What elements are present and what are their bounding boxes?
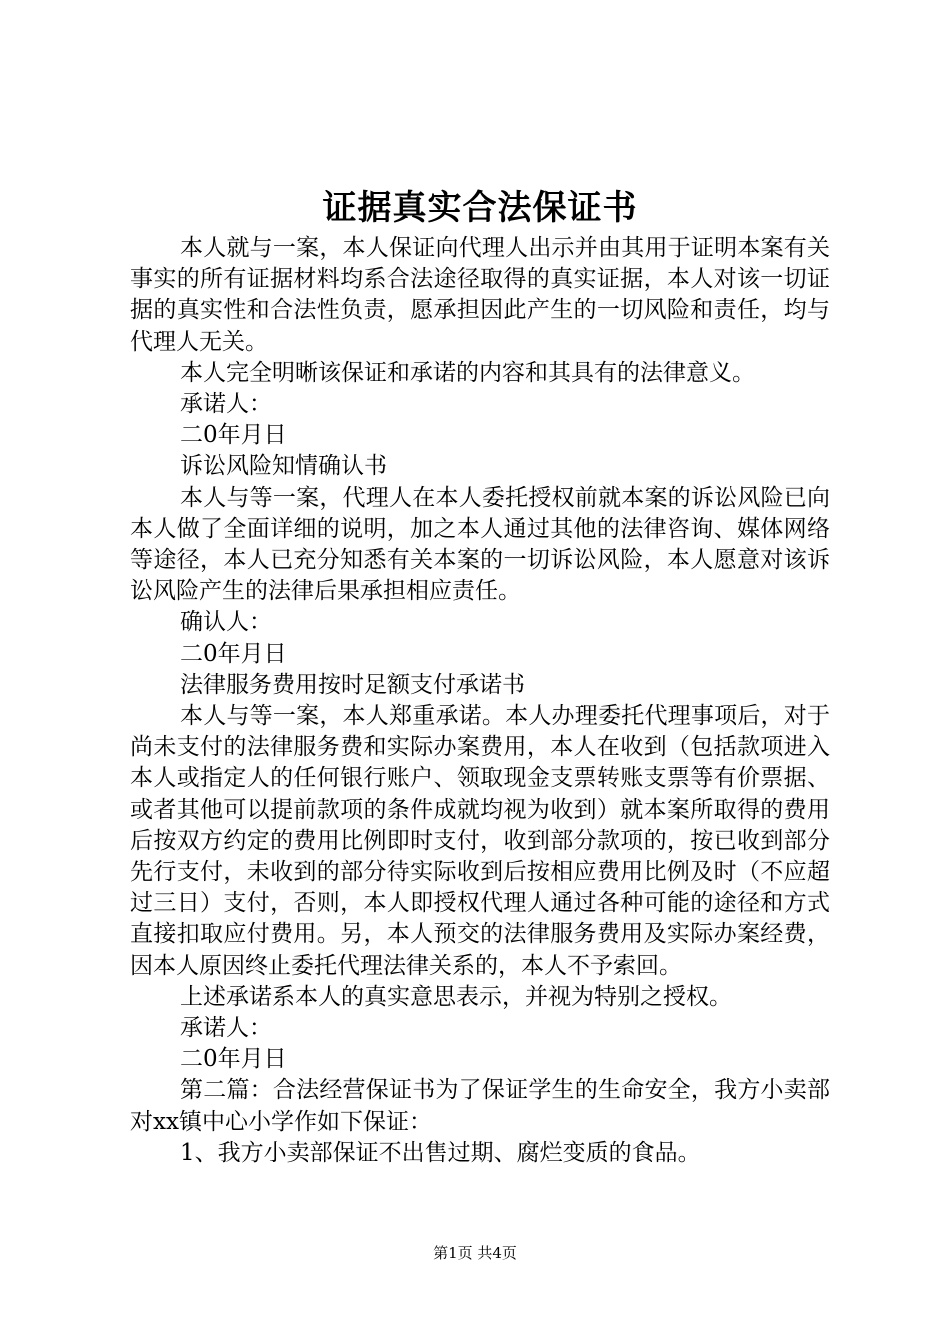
section-heading: 法律服务费用按时足额支付承诺书 bbox=[180, 671, 525, 698]
paragraph: 上述承诺系本人的真实意思表示，并视为特别之授权。 bbox=[180, 983, 732, 1010]
signature-label: 承诺人： bbox=[180, 391, 272, 418]
page-footer: 第1页 共4页 bbox=[433, 1244, 517, 1262]
paragraph: 第二篇：合法经营保证书为了保证学生的生命安全，我方小卖部对xx镇中心小学作如下保证： bbox=[130, 1077, 830, 1135]
paragraph: 本人就与一案，本人保证向代理人出示并由其用于证明本案有关事实的所有证据材料均系合法途径取得的真实证据，本人对该一切证据的真实性和合法性负责，愿承担因此产生的一切风险和责任，均与代理人无关。 bbox=[130, 235, 830, 355]
document-page bbox=[130, 0, 830, 1344]
date-line: 二0年月日 bbox=[180, 1046, 287, 1073]
date-line: 二0年月日 bbox=[180, 422, 287, 449]
document-body bbox=[130, 233, 830, 1169]
paragraph: 本人与等一案，代理人在本人委托授权前就本案的诉讼风险已向本人做了全面详细的说明，加之本人通过其他的法律咨询、媒体网络等途径，本人已充分知悉有关本案的一切诉讼风险，本人愿意对该诉讼风险产生的法律后果承担相应责任。 bbox=[130, 484, 830, 605]
section-heading: 诉讼风险知情确认书 bbox=[180, 453, 387, 480]
document-title: 证据真实合法保证书 bbox=[322, 188, 638, 228]
date-line: 二0年月日 bbox=[180, 640, 287, 667]
signature-label: 承诺人： bbox=[180, 1015, 272, 1042]
paragraph: 1、我方小卖部保证不出售过期、腐烂变质的食品。 bbox=[180, 1139, 701, 1166]
paragraph: 本人与等一案，本人郑重承诺。本人办理委托代理事项后，对于尚未支付的法律服务费和实际办案费用，本人在收到（包括款项进入本人或指定人的任何银行账户、领取现金支票转账支票等有价票据、或者其他可以提前款项的条件成就均视为收到）就本案所取得的费用后按双方约定的费用比例即时支付，收到部分款项的，按已收到部分先行支付，未收到的部分待实际收到后按相应费用比例及时（不应超过三日）支付，否则，本人即授权代理人通过各种可能的途径和方式直接扣取应付费用。另，本人预交的法律服务费用及实际办案经费，因本人原因终止委托代理法律关系的，本人不予索回。 bbox=[130, 703, 830, 979]
signature-label: 确认人： bbox=[180, 609, 272, 636]
paragraph: 本人完全明晰该保证和承诺的内容和其具有的法律意义。 bbox=[180, 359, 755, 386]
